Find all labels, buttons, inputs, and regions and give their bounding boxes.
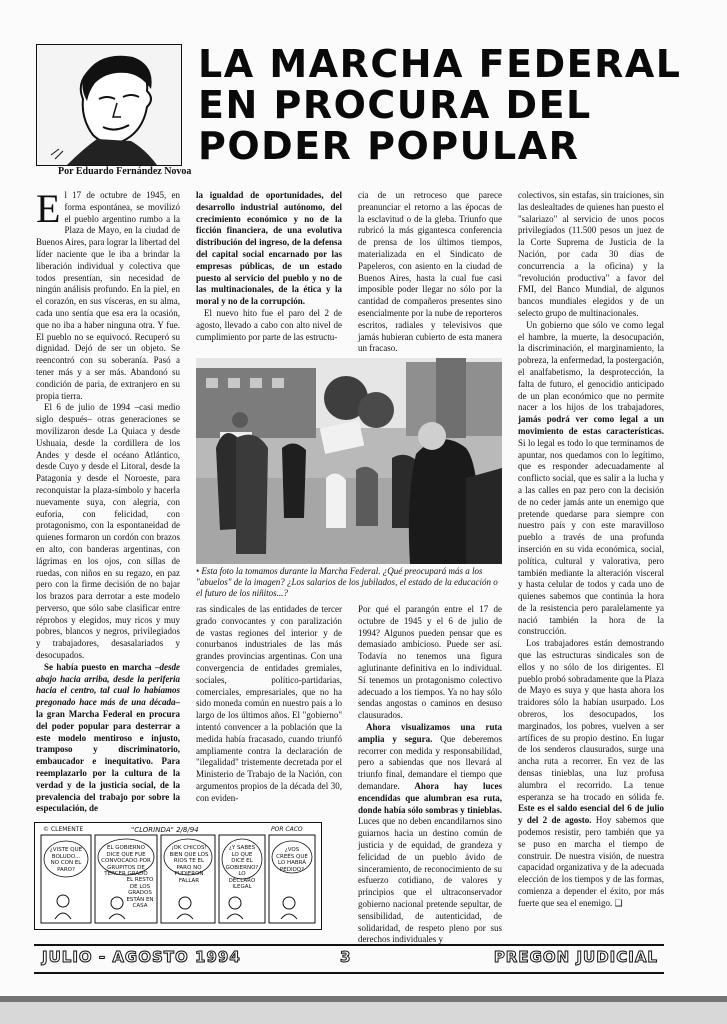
paragraph: Luces que no deben encandilarnos sino guiarnos hacia un destino común de justicia y de equidad, de grandeza y felicidad de un pueblo ávido de sinceramiento, de reconocimiento de su esfuerzo cotidiano, de valores y principios que el ultraconservador gobierno nacional pretende sepultar, de sensibilidad, de autenticidad, de solidaridad, de respeto pleno por sus derechos individuales y [358, 816, 502, 945]
photo-caption: • Esta foto la tomamos durante la Marcha Federal. ¿Qué preocupará más a los "abuelos" de la imagen? ¿Los salarios de los jubilados, el estado de la educación o el futuro de los niñitos...? [196, 566, 498, 598]
paragraph: Hoy sabemos que podemos resistir, pero también que ya se puso en marcha el tiempo de construir. De nuestra visión, de nuestra capacidad organizativa y de la adecuada elección de los tiempos y de las formas, comienza a depender el éxito, por más fuerte que sea el enemigo. ❑ [518, 815, 664, 908]
article-column-2-top [196, 190, 342, 343]
paragraph: ras sindicales de las entidades de tercer grado convocantes y con paralización de vastas regiones del interior y de conurbanos industriales de las más grandes provincias argentinas. Con una convergencia de entidades gremiales, sociales, político-partidarias, comerciales, empresariales, que no ha sido moneda común en nuestro país a lo largo de los últimos años. El "gobierno" intentó convencer a la población que la medida había fracasado, cuando triunfó ampliamente contra la declaración de "ilegalidad" tristemente decretada por el Ministerio de Trabajo de la Nación, con argumentos propios de la década del 30, con eviden- [196, 604, 342, 803]
speech-bubble: ¿Y SABES LO QUE DICE EL GOBIERNO? LO DECLARO ILEGAL [225, 845, 259, 890]
magazine-name: PREGON JUDICIAL [493, 948, 658, 966]
crowd-photo-illustration [196, 358, 502, 564]
paragraph: colectivos, sin estafas, sin traiciones, sin las deslealtades de quienes han puesto el "salariazo" al servicio de unos pocos privilegiados (11.500 pesos un juez de la Corte Suprema de Justicia de la Nación, por cada 30 días de concurrencia a la oficina) y la "revolución productiva" a favor del FMI, del Banco Mundial, de algunos bancos mundiales elegidos y de un selecto grupo de multinacionales. [518, 190, 664, 318]
paragraph: El 6 de julio de 1994 –casi medio siglo después– otras generaciones se movilizaron desde La Quiaca y desde Ushuaia, desde la cordillera de los Andes y desde el océano Atlántico, desde Cuyo y desde el Litoral, desde la Patagonia y desde el Noroeste, para reconquistar la plaza-símbolo y hacerla nuevamente suya, con alegría, con euforia, con felicidad, con protagonismo, con la espontaneidad de quienes formaron un cordón con brazos en alto, con banderas argentinas, con lágrimas en los ojos, con sillas de ruedas, con niños en su regazo, en paz pero con la firme decisión de no bajar los brazos para derrotar a este modelo perverso, que sólo sabe clasificar entre réprobos y elegidos, muy ricos y muy pobres, blancos y negros, privilegiados y trabajadores, desasalariados y desocupados. [36, 402, 180, 661]
page-footer [34, 944, 664, 974]
headline-line-2: EN PROCURA DEL [198, 83, 592, 127]
speech-bubble: EL RESTO DE LOS GRADOS ESTÁN EN CASA [126, 877, 154, 909]
headline-line-3: PODER POPULAR [198, 124, 580, 168]
bold-phrase: Se había puesto en marcha [44, 661, 152, 672]
comic-signature: © CLEMENTE [43, 826, 84, 833]
article-column-3-bottom [358, 604, 502, 946]
speech-bubble: EL GOBIERNO DICE QUE FUE CONVOCADO POR GRUPITOS DE TERCER GRADO [101, 845, 151, 877]
comic-author: POR CACO [271, 826, 303, 833]
headline [198, 44, 698, 167]
bold-phrase: Ahora visualizamos una ruta amplia y segura. [358, 721, 502, 744]
paragraph: Por qué el parangón entre el 17 de octubre de 1945 y el 6 de julio de 1994? Algunos pueden pensar que es demasiado ambicioso. Puede ser así. Todavía no tenemos una figura aglutinante definitiva en lo individual. Sí tenemos un protagonismo colectivo adecuado a los tiempos. Ya no hay sólo sendas angostas o caminos en desuso clausurados. [358, 604, 502, 721]
author-portrait [36, 44, 182, 166]
byline: Por Eduardo Fernández Novoa [58, 166, 192, 177]
scan-margin [0, 1002, 727, 1024]
italic-phrase: –desde abajo hacia arriba, desde la periferia hacia el centro, tal cual lo habíamos pregonado hace más de una década– [36, 661, 180, 708]
paragraph: l 17 de octubre de 1945, en forma espontánea, se movilizó el pueblo argentino rumbo a la Plaza de Mayo, en la ciudad de Buenos Aires, para lograr la libertad del líder naciente que le iba a brindar la liberación individual y colectiva que todos presentían, sin necesidad de ningún análisis profundo. En la piel, en el corazón, en sus vísceras, en su alma, cada uno sentía que esa era la ocasión, que no iba a haber ninguna otra. Y fue. El pueblo no se equivocó. Recuperó su dignidad. Dejó de ser un objeto. Se reencontró con su soberanía. Pasó a tener más y a ser más. Abandonó su condición de paria, de extranjero en su propia tierra. [36, 190, 180, 401]
speech-bubble: ¿VISTE QUE BOLUDO... NO CON EL PARO? [49, 847, 83, 873]
paragraph: cia de un retroceso que parece preanunciar el retorno a las épocas de la esclavitud o de la gleba. Triunfo que rubricó la más gigantesca conferencia de prensa de los últimos tiempos, materializada en el Sindicato de Papeleros, con asiento en la ciudad de Buenos Aires, hasta la cual fue casi imposible poder llegar no sólo por la cantidad de compañeros presentes sino esencialmente por la nube de reporteros escritos, radiales y televisivos que jamás hubieran cubierto de esta manera un fracaso. [358, 190, 502, 354]
bold-phrase: Este es el saldo esencial del 6 de julio y del 2 de agosto. [518, 803, 664, 826]
comic-strip [34, 822, 322, 930]
article-column-1 [36, 186, 180, 815]
march-photo [196, 358, 502, 564]
paragraph: Si lo legal es todo lo que terminamos de apuntar, nos quedamos con lo legítimo, que es responder adecuadamente al conflicto social, que es salir a la lucha y a las calles en paz pero con la decisión de no ceder jamás ante un enemigo que pretende quedarse para siempre con nuestro país y con este maravilloso pueblo a través de una profunda inserción en su vida económica, social, política, cultural y valorativa, pero también mediante la alteración visceral y hasta celular de todos y cada uno de quienes sabemos que continúa la hora de la resistencia pero paralelamente ya nació también la hora de la construcción. [518, 437, 664, 637]
comic-title: "CLORINDA" 2/8/94 [131, 826, 199, 834]
bold-paragraph: la igualdad de oportunidades, del desarrollo industrial autónomo, del crecimiento económico y no de la ficción financiera, de una evolutiva distribución del ingreso, de la defensa del capital social encarnado por las empresas públicas, de un estado puesto al servicio del pueblo y no de las multinacionales, de la ética y la moral y no de la corrupción. [196, 190, 342, 307]
paragraph: Que deberemos recorrer con medida y responsabilidad, pero a sabiendas que nos llevará al triunfo final, demandare el tiempo que demandare. [358, 733, 502, 791]
drop-cap: E [36, 186, 61, 231]
article-column-3-top [358, 190, 502, 355]
bold-phrase: jamás podrá ver como legal a un movimiento de estas características. [518, 414, 664, 436]
page-number: 3 [340, 948, 352, 966]
paragraph: Los trabajadores están demostrando que las estructuras sindicales son de ellos y no sólo de los dirigentes. El pueblo probó sobradamente que la Plaza de Mayo es suya y que hasta ahora los traidores sólo la habían usurpado. Los obreros, los desocupados, los marginados, los pobres, vuelven a ser artífices de su propio destino. En lugar de los senderos clausurados, surge una ancha ruta a recorrer. En vez de las densas tinieblas, una luz profusa alumbra el recorrido. La tenue esperanza se ha trocado en sólida fe. [518, 638, 664, 802]
paragraph: Un gobierno que sólo ve como legal el hambre, la muerte, la desocupación, la discriminación, el marginamiento, la pobreza, la enfermedad, la postergación, el analfabetismo, la desprotección, la falta de futuro, el genocidio anticipado de un plan económico que no permite nacer a los hijos de los trabajadores, [518, 319, 664, 413]
bold-paragraph: la gran Marcha Federal en procura del poder popular para desterrar a este modelo mentiroso e injusto, tramposo y discriminatorio, embaucador e inequitativo. Para reemplazarlo por la cultura de la verdad y de la justicia social, de la prevalencia del trabajo por sobre la especulación, de [36, 709, 180, 814]
speech-bubble: ¡OK CHICOS! BIEN QUE LOS RIOS TE EL PARO NO PUDIERON FALLAR [169, 845, 209, 884]
article-column-4 [518, 190, 664, 910]
headline-line-1: LA MARCHA FEDERAL [198, 42, 682, 86]
issue-date: JULIO - AGOSTO 1994 [42, 948, 241, 966]
article-column-2-bottom [196, 604, 342, 805]
portrait-sketch [37, 45, 181, 165]
bold-phrase: Ahora hay luces encendidas que alumbran esa ruta, donde había sólo sombras y tinieblas. [358, 780, 502, 815]
paragraph: El nuevo hito fue el paro del 2 de agosto, llevado a cabo con alto nivel de cumplimiento por parte de las estructu- [196, 307, 342, 342]
speech-bubble: ¿VOS CREÉS QUE LO HABRÁ PEDIDO? [276, 847, 308, 873]
